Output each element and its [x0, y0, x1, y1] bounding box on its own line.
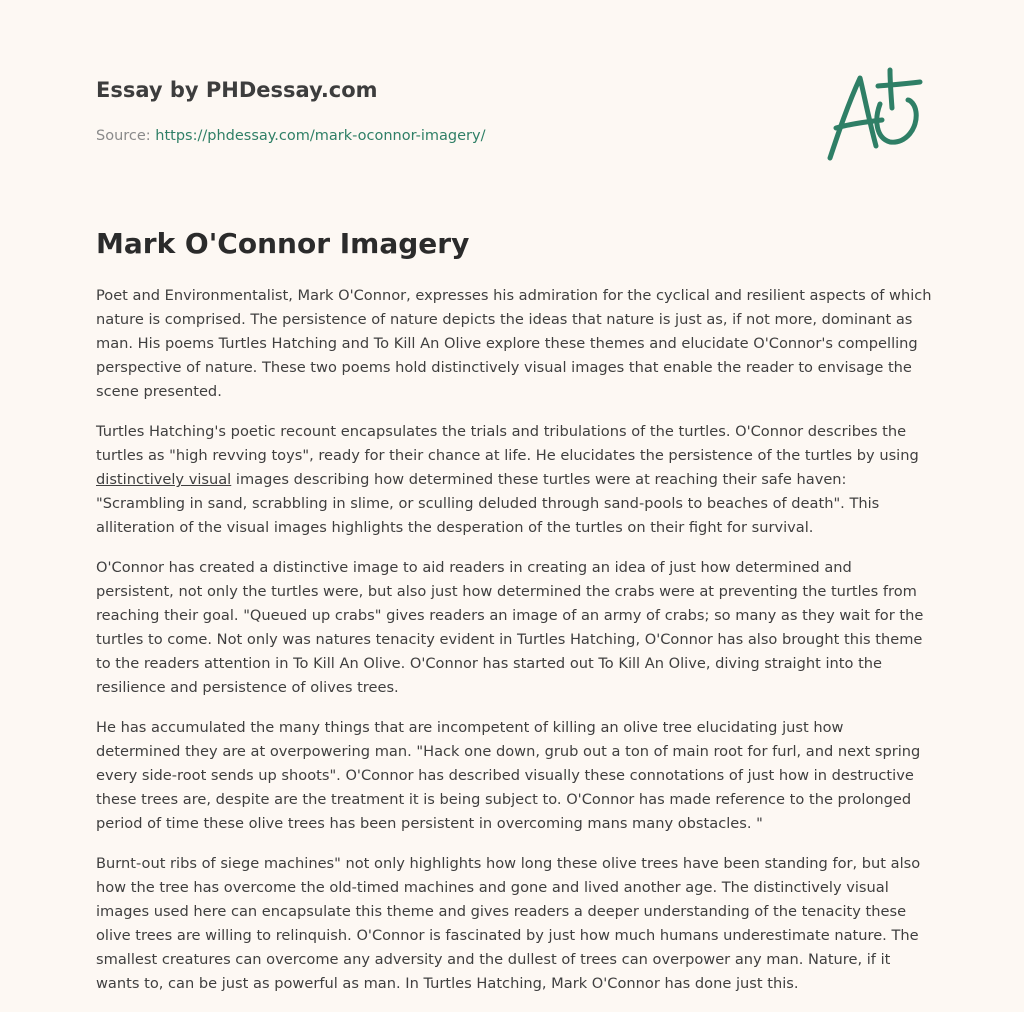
paragraph-5: Burnt-out ribs of siege machines" not only highlights how long these olive trees have been standing for, but also how the tree has overcome the old-timed machines and gone and lived another age. The distinctively visual images used here can encapsulate this theme and gives readers a deeper understanding of the tenacity these olive trees are willing to relinquish. O'Connor is fascinated by just how much humans underestimate nature. The smallest creatures can overcome any adversity and the dullest of trees can overpower any man. Nature, if it wants to, can be just as powerful as man. In Turtles Hatching, Mark O'Connor has done just this. [96, 855, 921, 992]
source-label: Source: [96, 128, 156, 144]
paragraph-3: O'Connor has created a distinctive image to aid readers in creating an idea of just how determined and persistent, not only the turtles were, but also just how determined the crabs were at preventing the turtles from reaching their goal. "Queued up crabs" gives readers an image of an army of crabs; so many as they wait for the turtles to come. Not only was natures tenacity evident in Turtles Hatching, O'Connor has also brought this theme to the readers attention in To Kill An Olive. O'Connor has started out To Kill An Olive, diving straight into the resilience and persistence of olives trees. [96, 559, 924, 696]
paragraph-4: He has accumulated the many things that are incompetent of killing an olive tree elucidating just how determined they are at overpowering man. "Hack one down, grub out a ton of main root for furl, and next spring every side-root sends up shoots". O'Connor has described visually these connotations of just how in destructive these trees are, despite are the treatment it is being subject to. O'Connor has made reference to the prolonged period of time these olive trees has been persistent in overcoming mans many obstacles. " [96, 719, 921, 832]
a-plus-grade-icon [820, 64, 930, 164]
paragraph-2 [96, 420, 932, 540]
distinctively-visual-link[interactable]: distinctively visual [96, 471, 232, 488]
essay-body [96, 284, 932, 1012]
source-line [96, 126, 696, 146]
source-link[interactable]: https://phdessay.com/mark-oconnor-imagery/ [155, 128, 486, 144]
paragraph-1: Poet and Environmentalist, Mark O'Connor, expresses his admiration for the cyclical and resilient aspects of which nature is comprised. The persistence of nature depicts the ideas that nature is just as, if not more, dominant as man. His poems Turtles Hatching and To Kill An Olive explore these themes and elucidate O'Connor's compelling perspective of nature. These two poems hold distinctively visual images that enable the reader to envisage the scene presented. [96, 287, 932, 400]
essay-header [96, 76, 696, 146]
brand-title: Essay by PHDessay.com [96, 78, 378, 102]
paragraph-2-text-b: images describing how determined these turtles were at reaching their safe haven: "Scrambling in sand, scrabbling in slime, or sculling deluded through sand-pools to beaches of death". This alliteration of the visual images highlights the desperation of the turtles on their fight for survival. [96, 471, 880, 536]
page-title: Mark O'Connor Imagery [96, 227, 470, 260]
paragraph-2-text-a: Turtles Hatching's poetic recount encapsulates the trials and tribulations of the turtles. O'Connor describes the turtles as "high revving toys", ready for their chance at life. He elucidates the persistence of the turtles by using [96, 423, 919, 464]
